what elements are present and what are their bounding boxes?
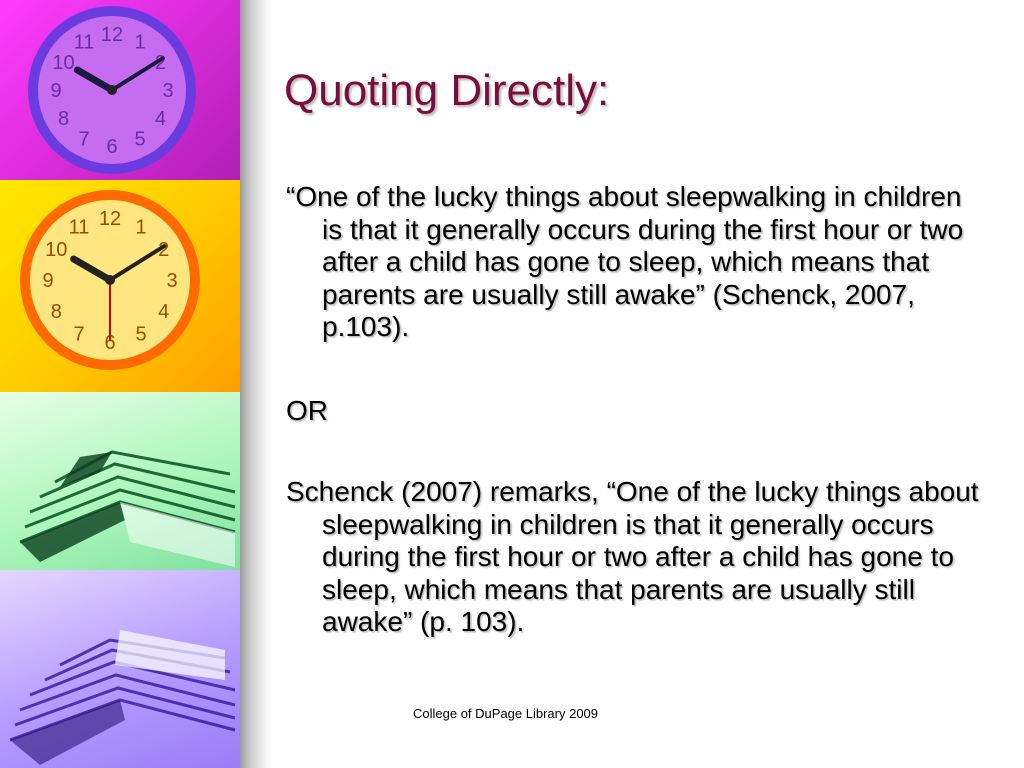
or-separator: OR <box>286 395 328 426</box>
clock-numeral: 2 <box>158 239 170 261</box>
clock-numeral: 5 <box>134 128 146 151</box>
signal-phrase-paragraph: Schenck (2007) remarks, “One of the lucky things about sleepwalking in children is that it generally occurs during the first hour or two after a child has gone to sleep, which means that parents are usually still awake” (p. 103). <box>286 476 979 637</box>
clock-numeral: 2 <box>154 52 167 74</box>
clock-numeral: 12 <box>100 24 124 46</box>
lavender-books-icon <box>0 570 240 768</box>
clock-numeral: 7 <box>78 128 90 151</box>
direct-quote-paragraph: “One of the lucky things about sleepwalking in children is that it generally occurs during the first hour or two after a child has gone to sleep, which means that parents are usually still awake” (Schenck, 2007, p.103). <box>286 181 964 342</box>
yellow-clock-icon <box>0 180 240 392</box>
clock-numeral: 11 <box>68 216 90 239</box>
clock-numeral: 1 <box>134 31 146 54</box>
clock-numeral: 7 <box>73 323 85 346</box>
clock-numeral: 6 <box>106 136 118 158</box>
clock-numeral: 9 <box>50 80 62 102</box>
clock-numeral: 4 <box>158 301 170 323</box>
lavender-books-panel <box>0 570 240 768</box>
clock-numeral: 10 <box>52 52 75 74</box>
clock-numeral: 10 <box>45 239 68 261</box>
clock-numeral: 8 <box>50 301 62 323</box>
slide-footer: College of DuPage Library 2009 <box>413 706 599 721</box>
green-books-panel <box>0 392 240 570</box>
clock-numeral: 3 <box>162 80 174 102</box>
clock-numeral: 6 <box>104 332 116 354</box>
green-books-icon <box>0 392 240 570</box>
clock-numeral: 9 <box>42 270 54 292</box>
decorative-image-strip <box>0 0 240 768</box>
purple-clock-panel <box>0 0 240 180</box>
yellow-clock-panel <box>0 180 240 392</box>
clock-numeral: 8 <box>57 108 70 130</box>
clock-center <box>105 275 115 285</box>
clock-numeral: 11 <box>73 31 95 54</box>
purple-clock-icon <box>0 0 240 180</box>
slide-title: Quoting Directly: <box>284 66 610 115</box>
clock-numeral: 4 <box>154 108 167 130</box>
clock-numeral: 5 <box>135 323 147 346</box>
clock-numeral: 1 <box>135 216 147 239</box>
clock-numeral: 12 <box>98 208 122 230</box>
clock-center <box>107 85 117 95</box>
strip-shadow <box>240 0 272 768</box>
clock-numeral: 3 <box>166 270 178 292</box>
